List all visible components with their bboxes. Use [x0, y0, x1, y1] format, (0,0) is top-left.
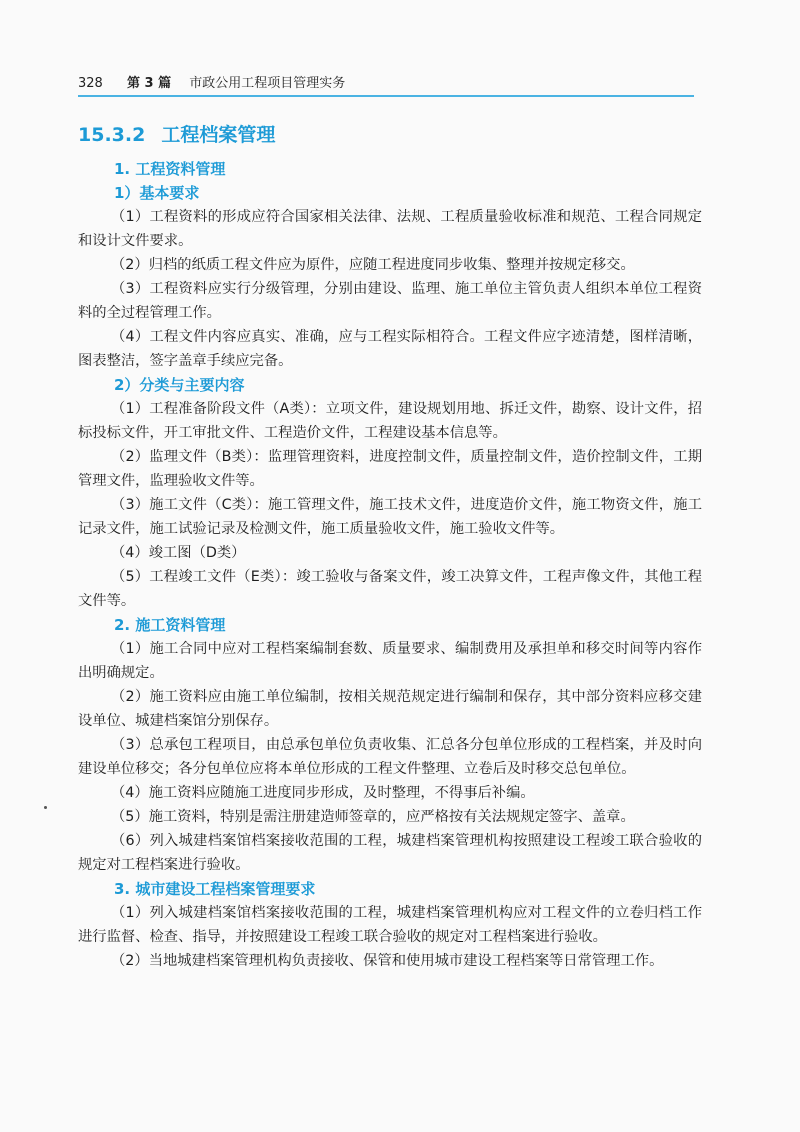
scan-speck: [44, 806, 47, 809]
paragraph: （2）监理文件（B类）：监理管理资料，进度控制文件，质量控制文件，造价控制文件，工期管理文件，监理验收文件等。: [78, 449, 702, 489]
subsection-heading-2: 2. 施工资料管理: [114, 616, 226, 634]
paragraph: （2）施工资料应由施工单位编制，按相关规范规定进行编制和保存，其中部分资料应移交建设单位、城建档案馆分别保存。: [78, 689, 702, 729]
page-number: 328: [78, 76, 103, 91]
paragraph: （5）施工资料，特别是需注册建造师签章的，应严格按有关法规规定签字、盖章。: [111, 809, 635, 825]
section-heading: [78, 120, 275, 147]
paragraph: （1）列入城建档案馆档案接收范围的工程，城建档案管理机构应对工程文件的立卷归档工作进行监督、检查、指导，并按照建设工程竣工联合验收的规定对工程档案进行验收。: [78, 905, 702, 945]
paragraph: （4）竣工图（D类）: [111, 545, 246, 561]
subsection-heading-1: 1. 工程资料管理: [114, 160, 226, 178]
paragraph: （5）工程竣工文件（E类）：竣工验收与备案文件，竣工决算文件，工程声像文件，其他工程文件等。: [78, 569, 702, 609]
paragraph: （4）工程文件内容应真实、准确，应与工程实际相符合。工程文件应字迹清楚，图样清晰，图表整洁，签字盖章手续应完备。: [78, 329, 702, 369]
paragraph: （3）总承包工程项目，由总承包单位负责收集、汇总各分包单位形成的工程档案，并及时向建设单位移交；各分包单位应将本单位形成的工程文件整理、立卷后及时移交总包单位。: [78, 737, 702, 777]
subheading-basic-requirements: 1）基本要求: [114, 184, 200, 202]
paragraph: （3）施工文件（C类）：施工管理文件，施工技术文件，进度造价文件，施工物资文件，施工记录文件，施工试验记录及检测文件，施工质量验收文件，施工验收文件等。: [78, 497, 702, 537]
paragraph: （2）归档的纸质工程文件应为原件，应随工程进度同步收集、整理并按规定移交。: [111, 257, 635, 273]
paragraph: （4）施工资料应随施工进度同步形成，及时整理，不得事后补编。: [111, 785, 535, 801]
body-content: [78, 157, 702, 973]
subheading-classification: 2）分类与主要内容: [114, 376, 245, 394]
section-title: 工程档案管理: [161, 124, 276, 146]
part-title: 市政公用工程项目管理实务: [189, 76, 346, 91]
paragraph: （1）施工合同中应对工程档案编制套数、质量要求、编制费用及承担单和移交时间等内容作出明确规定。: [78, 641, 702, 681]
paragraph: （2）当地城建档案管理机构负责接收、保管和使用城市建设工程档案等日常管理工作。: [111, 953, 664, 969]
part-label: 第 3 篇: [126, 76, 172, 91]
section-number: 15.3.2: [78, 124, 146, 146]
running-header: [78, 72, 694, 94]
paragraph: （6）列入城建档案馆档案接收范围的工程，城建档案管理机构按照建设工程竣工联合验收的规定对工程档案进行验收。: [78, 833, 702, 873]
paragraph: （1）工程准备阶段文件（A类）：立项文件，建设规划用地、拆迁文件，勘察、设计文件，招标投标文件，开工审批文件、工程造价文件，工程建设基本信息等。: [78, 401, 702, 441]
header-rule: [78, 95, 694, 97]
paragraph: （1）工程资料的形成应符合国家相关法律、法规、工程质量验收标准和规范、工程合同规定和设计文件要求。: [78, 209, 702, 249]
paragraph: （3）工程资料应实行分级管理，分别由建设、监理、施工单位主管负责人组织本单位工程资料的全过程管理工作。: [78, 281, 702, 321]
subsection-heading-3: 3. 城市建设工程档案管理要求: [114, 880, 316, 898]
